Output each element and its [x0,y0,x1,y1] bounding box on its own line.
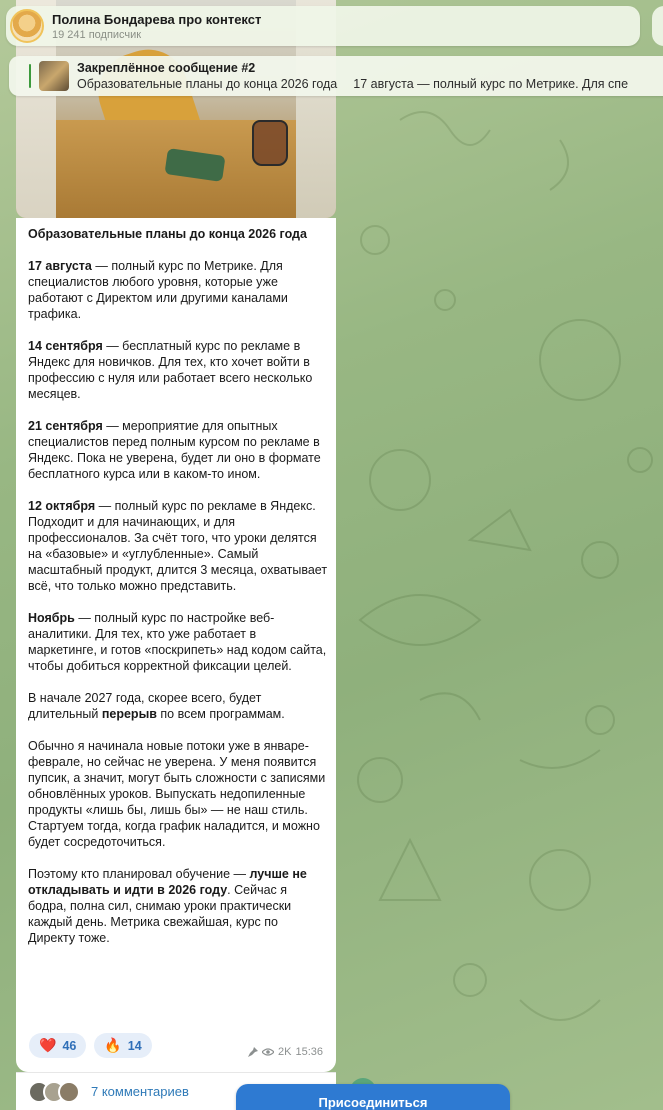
pinned-message-bar[interactable] [9,56,663,96]
heart-icon: ❤️ [39,1037,57,1053]
views-count: 2K [278,1046,292,1058]
pinned-thumbnail [39,61,69,91]
message-text [28,226,328,962]
pinned-indicator [29,64,31,88]
join-button[interactable]: Присоединиться [236,1084,510,1110]
item-event: 21 сентября — мероприятие для опытных специалистов перед полным курсом по рекламе в Яндекс. Пока не уверена, будет ли оно в формате бесплатного курса или в каком-то ином. [28,419,321,481]
item-yandex-course: 12 октября — полный курс по рекламе в Яндекс. Подходит и для начинающих, и для профессионалов. За счёт того, что уроки делятся на «базовые» и «углубленные». Самый масштабный продукт, длится 3 месяца, охватывает всё, что только можно представить. [28,499,328,593]
reaction-fire[interactable] [94,1033,151,1058]
paragraph-break: В начале 2027 года, скорее всего, будет длительный перерыв по всем программам. [28,691,285,721]
item-metrika: 17 августа — полный курс по Метрике. Для специалистов любого уровня, которые уже работают с Директом или другими каналами трафика. [28,259,288,321]
reaction-count: 14 [127,1038,142,1053]
reaction-heart[interactable] [29,1033,86,1058]
avatar [58,1081,80,1103]
message-time: 15:36 [295,1046,323,1058]
eye-icon [262,1048,274,1056]
item-free-course: 14 сентября — бесплатный курс по рекламе в Яндекс для новичков. Для тех, кто хочет войти в профессию с нуля или работает всего несколько месяцев. [28,339,313,401]
reactions [29,1033,152,1058]
fire-icon: 🔥 [104,1037,122,1053]
message-meta [248,1046,323,1058]
channel-name: Полина Бондарева про контекст [52,11,262,27]
pinned-title: Закреплённое сообщение #2 [77,61,256,75]
subscriber-count: 19 241 подписчик [52,28,142,41]
pin-icon [248,1047,258,1057]
paragraph-final: Поэтому кто планировал обучение — лучше не откладывать и идти в 2026 году. Сейчас я бодра, полна сил, снимаю уроки практически каждый день. Метрика свежайшая, курс по Директу тоже. [28,867,307,945]
reaction-count: 46 [62,1038,77,1053]
header-side-panel[interactable] [652,6,663,46]
channel-header[interactable] [6,6,640,46]
item-analytics: Ноябрь — полный курс по настройке веб-аналитики. Для тех, кто уже работает в маркетинге, и готов «поскрипеть» над кодом сайта, чтобы добиться корректной фиксации целей. [28,611,327,673]
channel-avatar[interactable] [10,9,44,43]
comments-label: 7 комментариев [91,1084,189,1099]
message-title: Образовательные планы до конца 2026 года [28,227,307,241]
pinned-preview: Образовательные планы до конца 2026 года 17 августа — полный курс по Метрике. Для спе [77,77,629,91]
commenter-avatars [28,1081,73,1103]
paragraph-usual: Обычно я начинала новые потоки уже в январе-феврале, но сейчас не уверена. У меня появится пупсик, а значит, могут быть сложности с записями обновлённых уроков. Выпускать недопиленные продукты «лишь бы, лишь бы» — не наш стиль. Стартуем тогда, когда график наладится, и можно будет сосредоточиться. [28,739,326,849]
